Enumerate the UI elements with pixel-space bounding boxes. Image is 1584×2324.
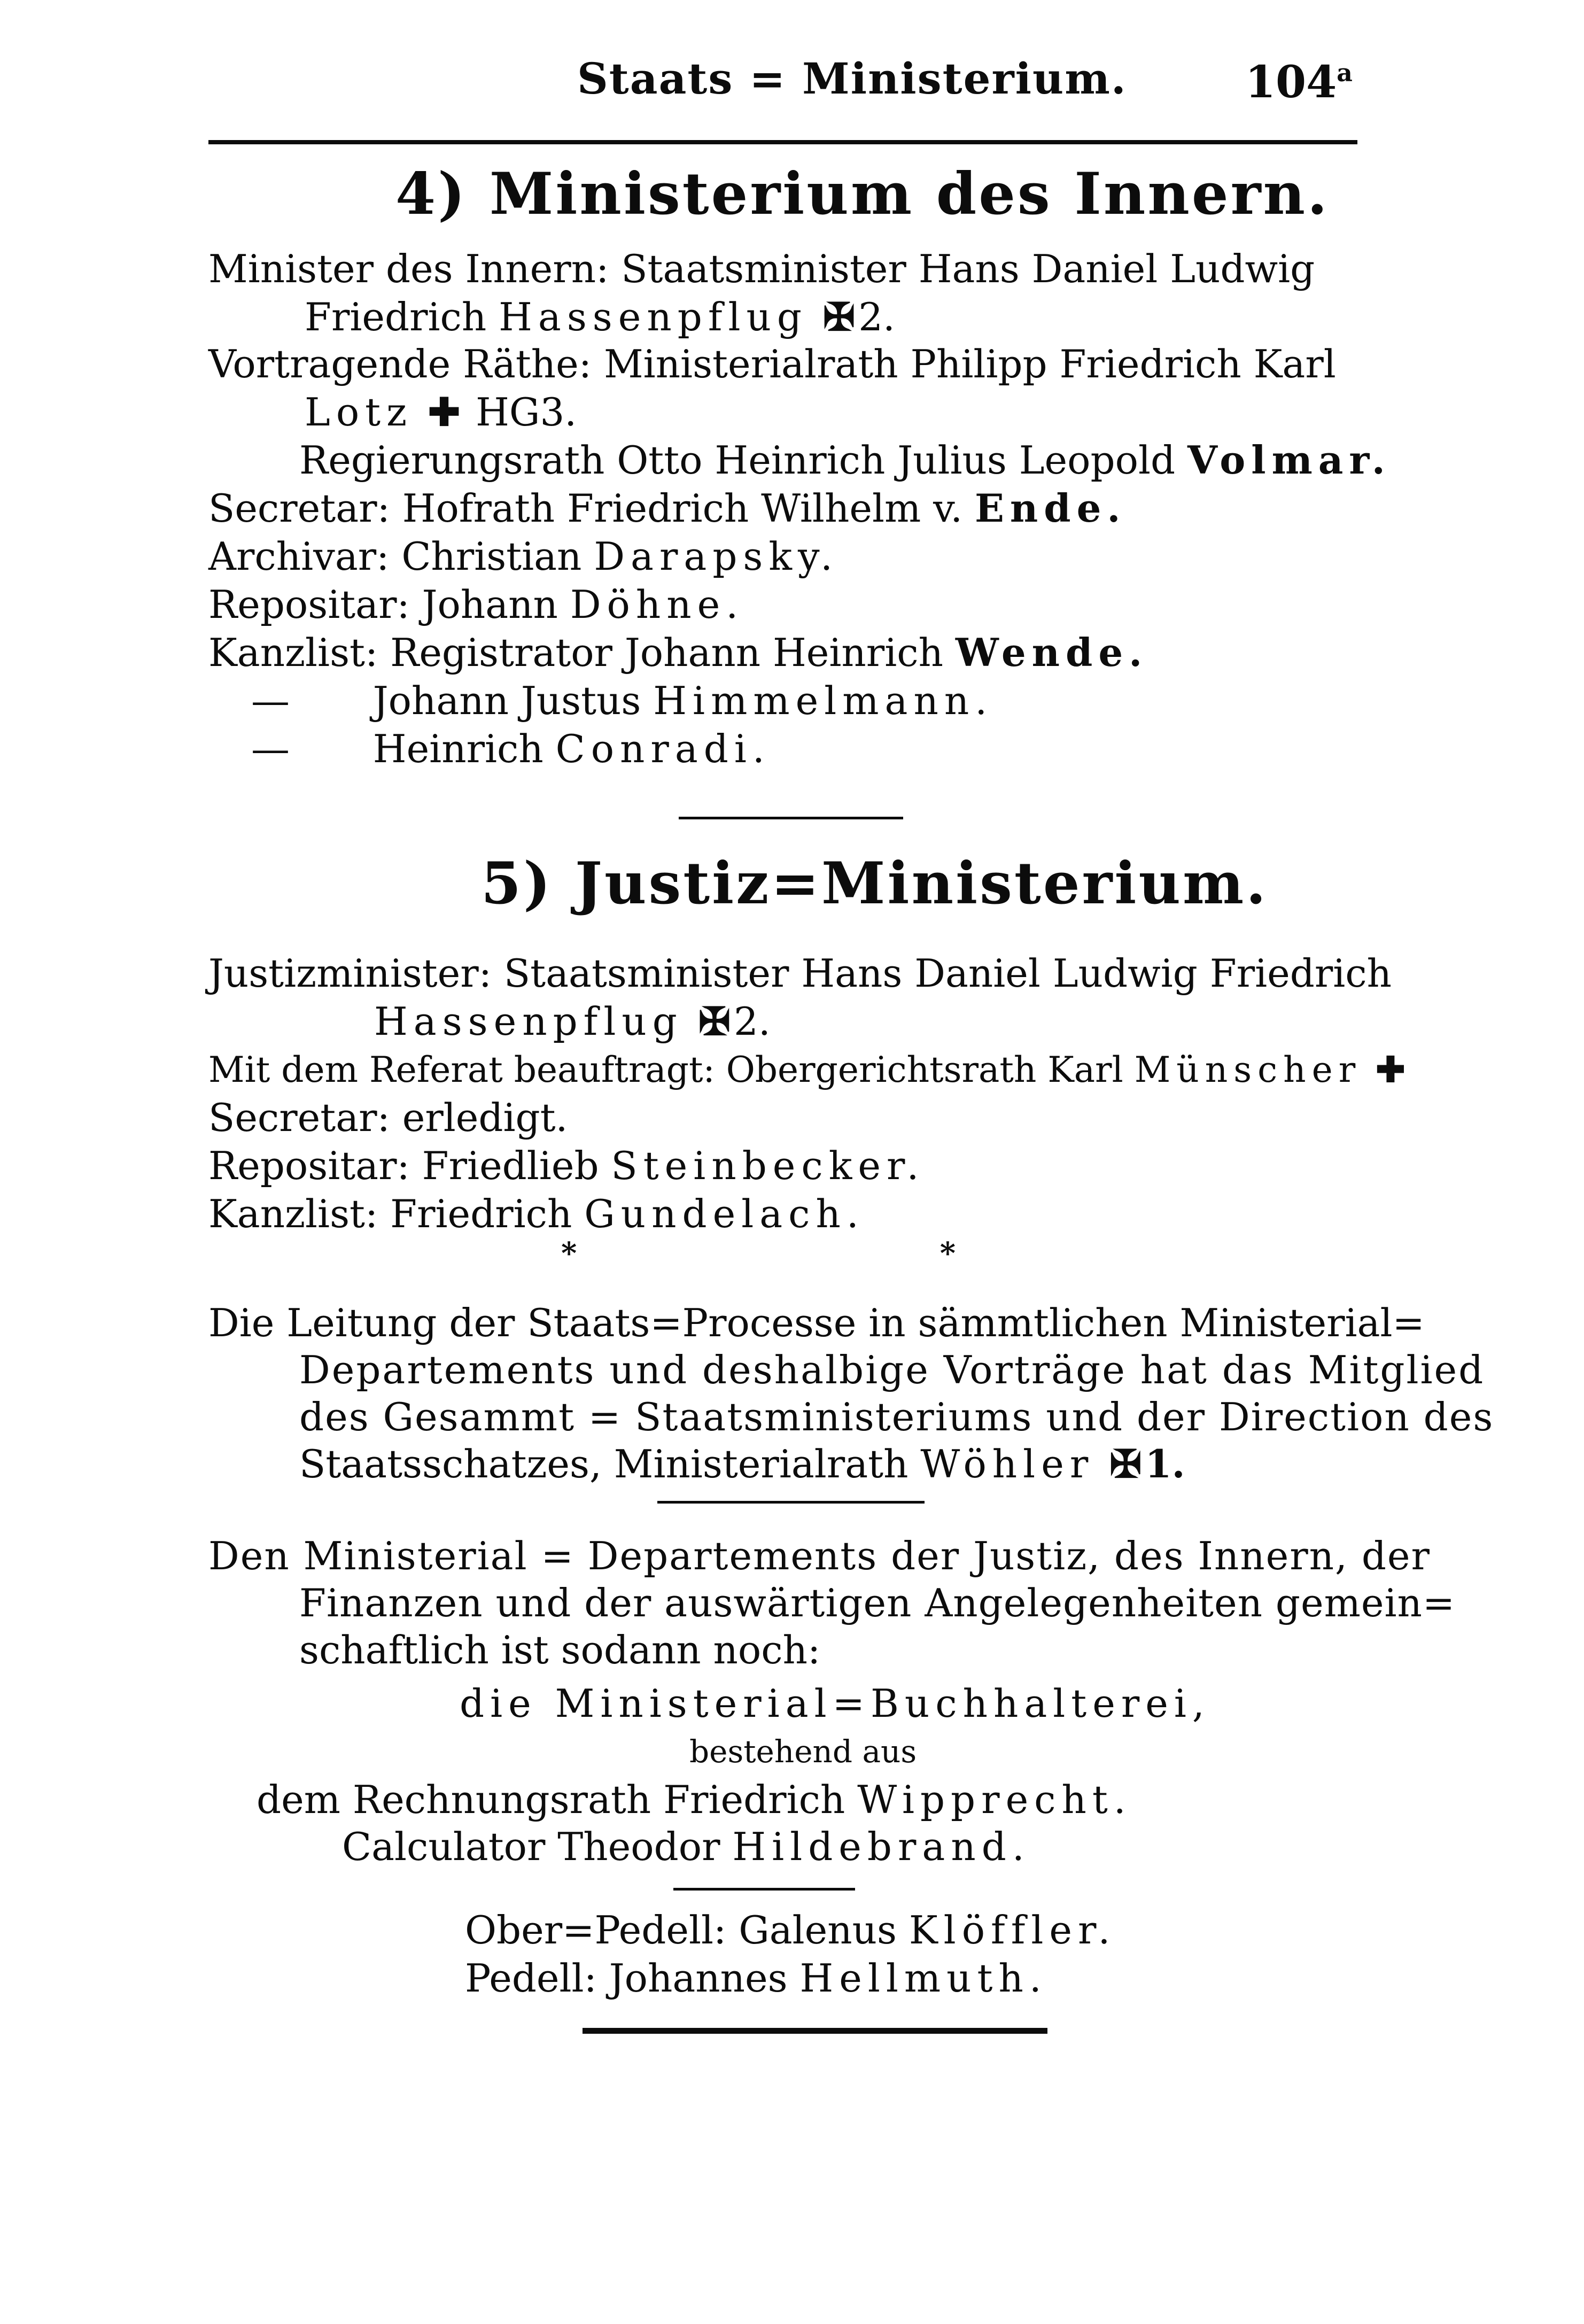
order-cross-icon: ✠: [822, 294, 856, 339]
s4-minister-name-2: Friedrich: [305, 295, 487, 339]
rechnungsrath-name: dem Rechnungsrath Friedrich: [257, 1777, 845, 1822]
note-order: 1.: [1145, 1441, 1185, 1486]
s4-repositar-line: [208, 580, 744, 629]
s5-secretar-label: Secretar:: [208, 1095, 390, 1140]
ober-pedell-label: Ober=Pedell:: [465, 1908, 727, 1953]
note-surname: Wöhler: [920, 1442, 1094, 1486]
section-divider-1: [679, 817, 903, 819]
ober-pedell-name: Galenus: [739, 1908, 897, 1953]
s5-secretar-value: erledigt.: [402, 1095, 568, 1140]
s5-minister-order: 2.: [734, 999, 771, 1044]
page-number-value: 104: [1245, 57, 1337, 108]
rechnungsrath-line: [257, 1776, 1132, 1824]
s5-kanzlist-name: Friedrich: [390, 1191, 572, 1236]
s5-kanzlist-surname: Gundelach.: [584, 1191, 865, 1236]
s5-kanzlist-label: Kanzlist:: [208, 1191, 378, 1236]
s4-kanzlist2-dash: —: [251, 678, 290, 723]
s4-repositar-label: Repositar:: [208, 582, 410, 627]
common-line-1: Den Ministerial = Departements der Justiz, des Innern, der: [208, 1533, 1431, 1578]
bestehend-line: bestehend aus: [689, 1733, 917, 1770]
section-divider-3: [673, 1888, 855, 1891]
s4-vortragende-name: Ministerialrath Philipp Friedrich Karl: [603, 342, 1336, 386]
s4-secretar-label: Secretar:: [208, 486, 390, 531]
s4-kanzlist3-dash: —: [251, 726, 290, 771]
small-cross-icon: ✚: [1376, 1049, 1406, 1090]
s4-kanzlist-line: [208, 629, 1148, 677]
footer-rule: [583, 2028, 1047, 2034]
s5-referat-surname: Münscher: [1134, 1049, 1362, 1090]
s4-secretar-name: Hofrath Friedrich Wilhelm v.: [402, 486, 963, 531]
ober-pedell-surname: Klöffler.: [909, 1908, 1116, 1953]
s4-secretar-surname: Ende.: [975, 485, 1127, 531]
s4-kanzlist3-line: [251, 725, 771, 773]
s5-minister-surname: Hassenpflug: [374, 999, 683, 1044]
s4-lotz-line: [305, 388, 577, 436]
s4-minister-order: 2.: [858, 295, 895, 339]
s5-minister-line: [208, 949, 1392, 997]
s4-archivar-name: Christian: [401, 534, 582, 579]
section-4-heading: 4) Ministerium des Innern.: [395, 160, 1330, 228]
page-number: [1245, 57, 1353, 108]
s4-kanzlist3-surname: Conradi.: [555, 726, 771, 771]
s5-repositar-label: Repositar:: [208, 1143, 410, 1188]
buchhalterei-line: die Ministerial=Buchhalterei,: [460, 1681, 1210, 1726]
s4-minister-name: Staatsminister Hans Daniel Ludwig: [621, 246, 1315, 291]
rechnungsrath-surname: Wipprecht.: [857, 1777, 1132, 1822]
order-cross-icon: ✠: [698, 998, 731, 1044]
calculator-line: [342, 1823, 1030, 1871]
s4-kanzlist2-name: Johann Justus: [372, 678, 641, 723]
ober-pedell-line: [465, 1906, 1116, 1954]
s5-kanzlist-line: [208, 1190, 865, 1238]
s4-minister-label: Minister des Innern:: [208, 246, 609, 291]
note-line-4a: Staatsschatzes, Ministerialrath: [299, 1442, 909, 1486]
header-rule: [208, 140, 1357, 144]
s5-referat-label: Mit dem Referat beauftragt:: [208, 1049, 715, 1090]
pedell-label: Pedell:: [465, 1956, 597, 2001]
s4-regierungsrath-line: [299, 436, 1391, 484]
s4-secretar-line: [208, 484, 1127, 532]
s4-vortragende-label: Vortragende Räthe:: [208, 342, 592, 386]
pedell-surname: Hellmuth.: [799, 1956, 1047, 2001]
s4-repositar-surname: Döhne.: [570, 582, 744, 627]
running-header-title: Staats = Ministerium.: [577, 53, 1127, 104]
order-cross-icon: ✠: [1109, 1441, 1142, 1486]
s4-vortragende-line: [208, 340, 1336, 388]
pedell-name: Johannes: [609, 1956, 788, 2001]
calculator-surname: Hildebrand.: [732, 1824, 1030, 1869]
s4-minister-line: [208, 245, 1315, 293]
calculator-name: Calculator Theodor: [342, 1824, 720, 1869]
s4-kanzlist-label: Kanzlist:: [208, 630, 378, 675]
s4-repositar-name: Johann: [422, 582, 558, 627]
common-line-2: Finanzen und der auswärtigen Angelegenheiten gemein=: [299, 1581, 1456, 1625]
s5-secretar-line: [208, 1094, 568, 1142]
s4-regierungsrath-name: Regierungsrath Otto Heinrich Julius Leopold: [299, 438, 1176, 483]
s4-kanzlist2-surname: Himmelmann.: [653, 678, 993, 723]
note-line-3: des Gesammt = Staatsministeriums und der Direction des: [299, 1395, 1494, 1439]
section-divider-2: [657, 1501, 925, 1504]
page-number-suffix: a: [1337, 58, 1353, 87]
s4-kanzlist-name: Registrator Johann Heinrich: [390, 630, 943, 675]
s5-minister-line-2: [374, 997, 771, 1045]
s4-kanzlist2-line: [251, 677, 993, 725]
s4-kanzlist-surname: Wende.: [955, 630, 1148, 675]
s5-repositar-surname: Steinbecker.: [611, 1143, 925, 1188]
s5-repositar-line: [208, 1142, 925, 1190]
note-line-4: [299, 1440, 1185, 1488]
s4-minister-surname: Hassenpflug: [499, 295, 807, 339]
s4-archivar-surname: Darapsky.: [594, 534, 838, 579]
s4-minister-line-2: [305, 293, 895, 341]
s4-archivar-label: Archivar:: [208, 534, 390, 579]
s5-minister-label: Justizminister:: [208, 951, 492, 996]
asterism: * *: [561, 1236, 1132, 1271]
s5-referat-line: [208, 1045, 1409, 1094]
section-5-heading: 5) Justiz=Ministerium.: [481, 850, 1268, 917]
small-cross-icon: ✚: [428, 389, 461, 435]
note-line-2: Departements und deshalbige Vorträge hat das Mitglied: [299, 1347, 1485, 1392]
s5-minister-name: Staatsminister Hans Daniel Ludwig Friedrich: [503, 951, 1392, 996]
pedell-line: [465, 1954, 1047, 2002]
s5-repositar-name: Friedlieb: [422, 1143, 599, 1188]
s4-lotz-order: HG3.: [476, 390, 577, 435]
s4-regierungsrath-surname: Volmar.: [1187, 437, 1391, 483]
s4-lotz-surname: Lotz: [305, 390, 413, 435]
s4-archivar-line: [208, 532, 838, 580]
s5-referat-name: Obergerichtsrath Karl: [726, 1049, 1123, 1090]
note-line-1: Die Leitung der Staats=Processe in sämmtlichen Ministerial=: [208, 1300, 1425, 1345]
common-line-3: schaftlich ist sodann noch:: [299, 1628, 821, 1672]
s4-kanzlist3-name: Heinrich: [372, 726, 543, 771]
